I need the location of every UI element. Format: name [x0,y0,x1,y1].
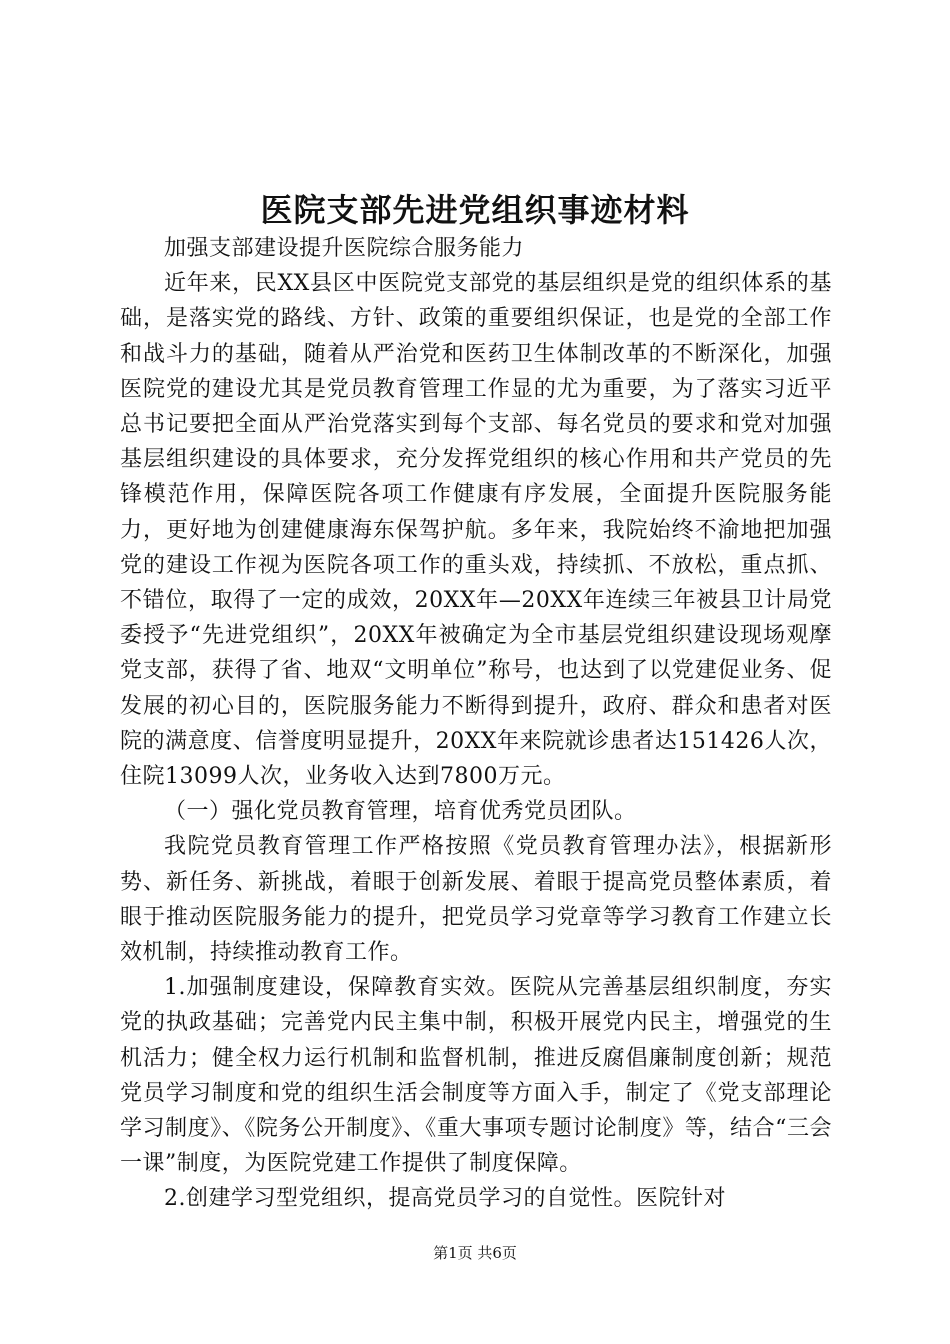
item-1-paragraph: 1.加强制度建设，保障教育实效。医院从完善基层组织制度，夯实党的执政基础；完善党内民主集中制，积极开展党内民主，增强党的生机活力；健全权力运行机制和监督机制，推进反腐倡廉制度创新；规范党员学习制度和党的组织生活会制度等方面入手，制定了《党支部理论学习制度》、《院务公开制度》、《重大事项专题讨论制度》等，结合“三会一课”制度，为医院党建工作提供了制度保障。 [120,975,832,1177]
subtitle-paragraph: 加强支部建设提升医院综合服务能力 [164,236,525,261]
section-1-paragraph: 我院党员教育管理工作严格按照《党员教育管理办法》，根据新形势、新任务、新挑战，着眼于创新发展、着眼于提高党员整体素质，着眼于推动医院服务能力的提升，把党员学习党章等学习教育工作建立长效机制，持续推动教育工作。 [120,834,832,966]
item-2-paragraph: 2.创建学习型党组织，提高党员学习的自觉性。医院针对 [164,1186,726,1212]
document-title: 医院支部先进党组织事迹材料 [260,191,690,229]
document-body [120,231,832,1217]
intro-paragraph: 近年来，民XX县区中医院党支部党的基层组织是党的组织体系的基础，是落实党的路线、方针、政策的重要组织保证，也是党的全部工作和战斗力的基础，随着从严治党和医药卫生体制改革的不断深化，加强医院党的建设尤其是党员教育管理工作显的尤为重要，为了落实习近平总书记要把全面从严治党落实到每个支部、每名党员的要求和党对加强基层组织建设的具体要求，充分发挥党组织的核心作用和共产党员的先锋模范作用，保障医院各项工作健康有序发展，全面提升医院服务能力，更好地为创建健康海东保驾护航。多年来，我院始终不渝地把加强党的建设工作视为医院各项工作的重头戏，持续抓、不放松，重点抓、不错位，取得了一定的成效，20XX年—20XX年连续三年被县卫计局党委授予“先进党组织”，20XX年被确定为全市基层党组织建设现场观摩党支部，获得了省、地双“文明单位”称号，也达到了以党建促业务、促发展的初心目的，医院服务能力不断得到提升，政府、群众和患者对医院的满意度、信誉度明显提升，20XX年来院就诊患者达151426人次，住院13099人次，业务收入达到7800万元。 [120,271,832,790]
page-number-footer: 第1页 共6页 [433,1244,517,1262]
section-heading-1: （一）强化党员教育管理，培育优秀党员团队。 [164,799,637,825]
